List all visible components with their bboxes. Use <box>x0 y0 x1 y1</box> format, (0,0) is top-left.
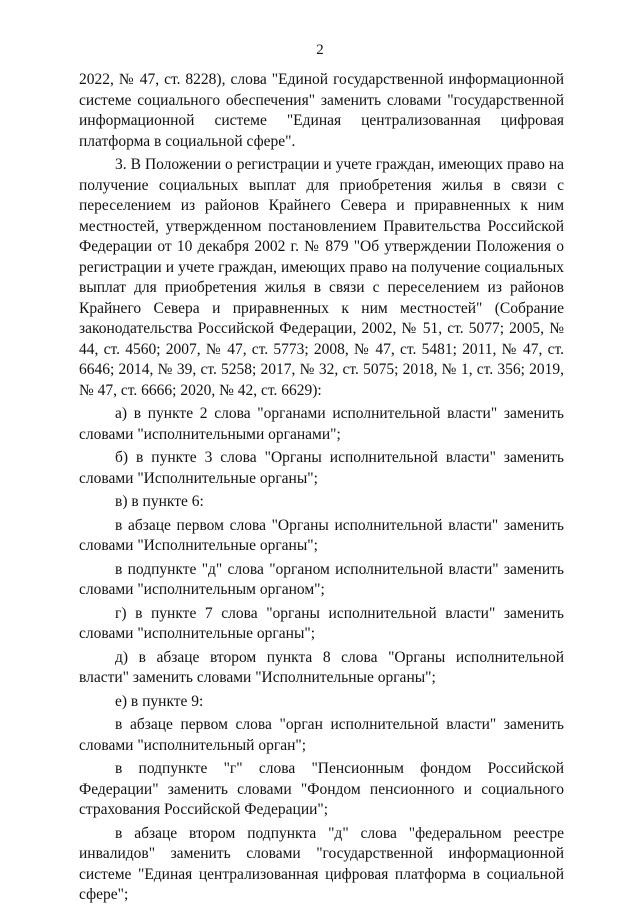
document-body <box>79 70 564 909</box>
paragraph-subitem-e-2: в подпункте "г" слова "Пенсионным фондом Российской Федерации" заменить словами "Фондом пенсионного и социального страхования Российской Федерации"; <box>79 760 564 818</box>
paragraph-subitem-b: б) в пункте 3 слова "Органы исполнительной власти" заменить словами "Исполнительные органы"; <box>79 449 564 487</box>
paragraph-subitem-e-1: в абзаце первом слова "орган исполнительной власти" заменить словами "исполнительный орган"; <box>79 716 564 754</box>
paragraph-item-3: 3. В Положении о регистрации и учете граждан, имеющих право на получение социальных выплат для приобретения жилья в связи с переселением из районов Крайнего Севера и приравненных к ним местностей, утвержденном постановлением Правительства Российской Федерации от 10 декабря 2002 г. № 879 "Об утверждении Положения о регистрации и учете граждан, имеющих право на получение социальных выплат для приобретения жилья в связи с переселением из районов Крайнего Севера и приравненных к ним местностей" (Собрание законодательства Российской Федерации, 2002, № 51, ст. 5077; 2005, № 44, ст. 4560; 2007, № 47, ст. 5773; 2008, № 47, ст. 5481; 2011, № 47, ст. 6646; 2014, № 39, ст. 5258; 2017, № 32, ст. 5075; 2018, № 1, ст. 356; 2019, № 47, ст. 6666; 2020, № 42, ст. 6629): <box>79 156 564 399</box>
paragraph-subitem-g: г) в пункте 7 слова "органы исполнительной власти" заменить словами "исполнительные органы"; <box>79 604 564 642</box>
paragraph-subitem-v-2: в подпункте "д" слова "органом исполнительной власти" заменить словами "исполнительным органом"; <box>79 560 564 598</box>
paragraph-subitem-e: е) в пункте 9: <box>115 692 204 710</box>
page-number: 2 <box>316 42 324 58</box>
paragraph-subitem-v-1: в абзаце первом слова "Органы исполнительной власти" заменить словами "Исполнительные органы"; <box>79 516 564 554</box>
paragraph-continuation: 2022, № 47, ст. 8228), слова "Единой государственной информационной системе социального обеспечения" заменить словами "государственной информационной системе "Единая централизованная цифровая платформа в социальной сфере". <box>79 71 564 150</box>
paragraph-subitem-d: д) в абзаце втором пункта 8 слова "Органы исполнительной власти" заменить словами "Исполнительные органы"; <box>79 648 564 686</box>
paragraph-subitem-v: в) в пункте 6: <box>115 493 204 510</box>
paragraph-subitem-a: а) в пункте 2 слова "органами исполнительной власти" заменить словами "исполнительными органами"; <box>79 405 564 443</box>
paragraph-subitem-e-3: в абзаце втором подпункта "д" слова "федеральном реестре инвалидов" заменить словами "государственной информационной системе "Единая централизованная цифровая платформа в социальной сфере"; <box>79 824 564 903</box>
